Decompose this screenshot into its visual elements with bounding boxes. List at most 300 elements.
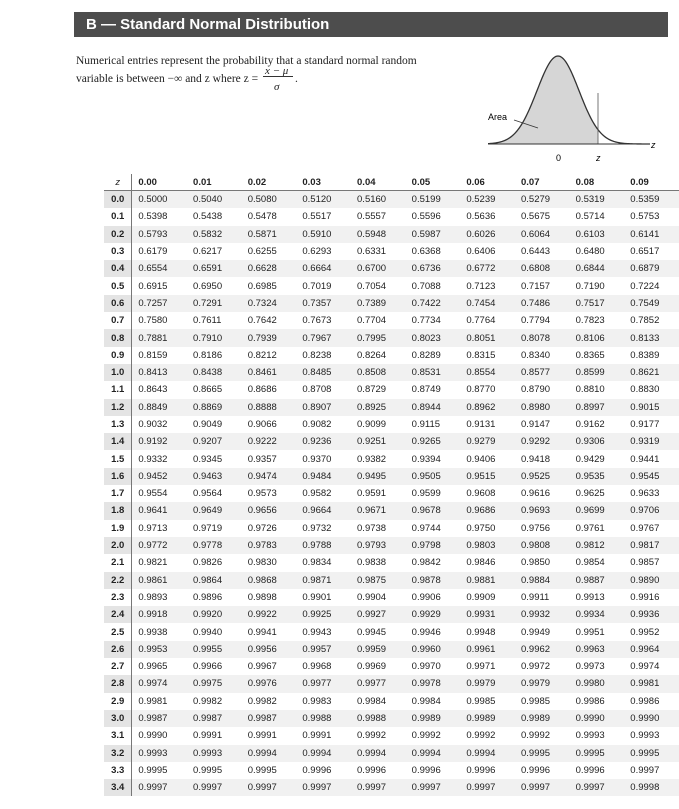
probability-cell: 0.9990 [138,730,168,742]
probability-cell: 0.9744 [411,522,441,534]
probability-cell: 0.8849 [132,399,187,416]
probability-cell: 0.7642 [247,315,277,327]
row-z-value: 1.8 [104,502,132,519]
probability-cell: 0.9983 [302,695,332,707]
probability-cell: 0.6700 [351,260,406,277]
probability-cell: 0.7019 [302,280,332,292]
probability-cell: 0.7580 [138,315,168,327]
probability-cell: 0.9821 [138,557,168,569]
probability-cell: 0.7291 [187,295,242,312]
probability-cell: 0.8830 [630,384,660,396]
z-column-header: z [104,174,132,191]
probability-cell: 0.9996 [466,764,496,776]
probability-cell: 0.9997 [296,779,351,796]
probability-cell: 0.9778 [187,537,242,554]
probability-cell: 0.9973 [575,661,605,673]
probability-cell: 0.9955 [187,641,242,658]
probability-cell: 0.9989 [406,710,461,727]
page-title: B — Standard Normal Distribution [74,12,668,37]
table-row [104,520,679,537]
table-row [104,191,679,209]
probability-cell: 0.8944 [406,399,461,416]
probability-cell: 0.9993 [132,745,187,762]
probability-cell: 0.9394 [411,453,441,465]
probability-cell: 0.7823 [575,315,605,327]
z-tick-label: z [596,153,601,163]
table-row [104,572,679,589]
probability-cell: 0.9996 [357,764,387,776]
probability-cell: 0.9222 [242,433,297,450]
probability-cell: 0.8980 [515,399,570,416]
probability-cell: 0.9995 [247,764,277,776]
probability-cell: 0.9793 [351,537,406,554]
probability-cell: 0.9265 [406,433,461,450]
probability-cell: 0.9515 [460,468,515,485]
probability-cell: 0.9931 [460,606,515,623]
table-row [104,329,679,346]
probability-cell: 0.9251 [351,433,406,450]
probability-cell: 0.7852 [630,315,660,327]
probability-cell: 0.8485 [296,364,351,381]
probability-cell: 0.9582 [302,488,332,500]
probability-cell: 0.6406 [466,246,496,258]
probability-cell: 0.9868 [242,572,297,589]
probability-cell: 0.6554 [132,260,187,277]
probability-cell: 0.9693 [515,502,570,519]
probability-cell: 0.5753 [630,211,660,223]
probability-cell: 0.9699 [570,502,625,519]
probability-cell: 0.9996 [302,764,332,776]
probability-cell: 0.7995 [351,329,406,346]
probability-cell: 0.9992 [520,730,551,742]
probability-cell: 0.9147 [520,419,551,430]
probability-cell: 0.9936 [624,606,679,623]
probability-cell: 0.9920 [187,606,242,623]
probability-cell: 0.8621 [624,364,679,381]
table-row [104,675,679,692]
probability-cell: 0.7764 [466,315,496,327]
probability-cell: 0.8997 [570,399,625,416]
probability-cell: 0.9946 [411,626,441,638]
probability-cell: 0.9951 [575,626,605,638]
probability-cell: 0.9991 [302,730,332,742]
row-z-value: 1.4 [104,433,132,450]
probability-cell: 0.9927 [351,606,406,623]
probability-cell: 0.9854 [575,557,605,569]
probability-cell: 0.9625 [575,488,605,500]
probability-cell: 0.6808 [515,260,570,277]
table-row [104,710,679,727]
probability-cell: 0.5120 [296,191,351,209]
probability-cell: 0.5000 [132,191,187,209]
probability-cell: 0.9922 [242,606,297,623]
table-row [104,347,679,364]
probability-cell: 0.7088 [411,280,441,292]
probability-cell: 0.9911 [520,591,550,603]
probability-cell: 0.9989 [515,710,570,727]
probability-cell: 0.5910 [296,226,351,243]
probability-cell: 0.9966 [193,661,223,673]
probability-cell: 0.9884 [515,572,570,589]
probability-cell: 0.7704 [357,315,387,327]
probability-cell: 0.9803 [460,537,515,554]
probability-cell: 0.6736 [406,260,461,277]
probability-cell: 0.9881 [460,572,515,589]
probability-cell: 0.6217 [193,246,223,258]
table-row [104,745,679,762]
row-z-value: 0.2 [104,226,132,243]
probability-cell: 0.6293 [302,246,332,258]
column-header: 0.09 [630,176,649,188]
probability-cell: 0.9878 [406,572,461,589]
probability-cell: 0.8159 [138,349,168,361]
probability-cell: 0.9970 [411,661,441,673]
probability-cell: 0.9925 [296,606,351,623]
probability-cell: 0.8289 [411,349,441,361]
probability-cell: 0.9992 [411,730,441,742]
shaded-area [488,56,598,144]
probability-cell: 0.9997 [132,779,187,796]
probability-cell: 0.8907 [296,399,351,416]
probability-cell: 0.6664 [296,260,351,277]
probability-cell: 0.7224 [630,280,660,292]
probability-cell: 0.9418 [520,453,551,465]
probability-cell: 0.9996 [411,764,441,776]
probability-cell: 0.8106 [570,329,625,346]
probability-cell: 0.9994 [242,745,297,762]
probability-cell: 0.5279 [515,191,570,209]
probability-cell: 0.6915 [138,280,168,292]
probability-cell: 0.9545 [624,468,679,485]
probability-cell: 0.9649 [187,502,242,519]
probability-cell: 0.9972 [520,661,551,673]
probability-cell: 0.9990 [624,710,679,727]
table-row [104,277,679,294]
probability-cell: 0.9987 [187,710,242,727]
probability-cell: 0.7734 [411,315,441,327]
probability-cell: 0.9982 [247,695,277,707]
normal-curve-svg [488,48,668,174]
probability-cell: 0.9887 [570,572,625,589]
probability-cell: 0.5359 [624,191,679,209]
probability-cell: 0.9991 [247,730,277,742]
probability-cell: 0.7357 [296,295,351,312]
probability-cell: 0.8133 [624,329,679,346]
table-row [104,381,679,398]
probability-cell: 0.8888 [242,399,297,416]
probability-cell: 0.5793 [132,226,187,243]
probability-cell: 0.9525 [515,468,570,485]
probability-cell: 0.9996 [520,764,551,776]
probability-cell: 0.9382 [357,453,387,465]
probability-cell: 0.9082 [302,419,332,430]
probability-cell: 0.9971 [466,661,496,673]
probability-cell: 0.9978 [406,675,461,692]
probability-cell: 0.9952 [630,626,660,638]
probability-cell: 0.9948 [466,626,496,638]
probability-cell: 0.7257 [132,295,187,312]
probability-cell: 0.9292 [515,433,570,450]
row-z-value: 0.8 [104,329,132,346]
probability-cell: 0.8577 [515,364,570,381]
column-header: 0.01 [193,176,212,188]
table-row [104,554,679,571]
probability-cell: 0.9994 [406,745,461,762]
probability-cell: 0.9706 [624,502,679,519]
table-row [104,468,679,485]
probability-cell: 0.7389 [351,295,406,312]
row-z-value: 2.6 [104,641,132,658]
probability-cell: 0.8665 [193,384,223,396]
probability-cell: 0.9871 [296,572,351,589]
probability-cell: 0.6103 [570,226,625,243]
probability-cell: 0.8340 [520,349,551,361]
probability-cell: 0.9812 [570,537,625,554]
row-z-value: 3.4 [104,779,132,796]
probability-cell: 0.9236 [296,433,351,450]
probability-cell: 0.6985 [247,280,277,292]
probability-cell: 0.9913 [575,591,605,603]
probability-cell: 0.9641 [132,502,187,519]
probability-cell: 0.9986 [630,695,660,707]
probability-cell: 0.9969 [357,661,387,673]
table-row [104,295,679,312]
probability-cell: 0.9979 [460,675,515,692]
probability-cell: 0.9990 [570,710,625,727]
probability-cell: 0.9993 [630,730,660,742]
probability-cell: 0.5199 [406,191,461,209]
probability-cell: 0.9997 [351,779,406,796]
probability-cell: 0.9995 [138,764,168,776]
probability-cell: 0.8186 [193,349,223,361]
probability-cell: 0.9756 [520,522,551,534]
row-z-value: 2.1 [104,554,132,571]
table-row [104,623,679,640]
probability-cell: 0.9979 [515,675,570,692]
row-z-value: 2.4 [104,606,132,623]
probability-cell: 0.9977 [351,675,406,692]
probability-cell: 0.6255 [247,246,277,258]
table-row [104,416,679,433]
probability-cell: 0.9066 [247,419,277,430]
probability-cell: 0.9357 [247,453,277,465]
table-row [104,693,679,710]
probability-cell: 0.9846 [466,557,496,569]
row-z-value: 1.9 [104,520,132,537]
probability-cell: 0.9573 [247,488,277,500]
probability-cell: 0.7324 [242,295,297,312]
row-z-value: 2.7 [104,658,132,675]
row-z-value: 0.0 [104,191,132,209]
probability-cell: 0.7157 [520,280,551,292]
row-z-value: 1.3 [104,416,132,433]
probability-cell: 0.9713 [138,522,168,534]
probability-cell: 0.9938 [138,626,168,638]
row-z-value: 0.9 [104,347,132,364]
probability-cell: 0.9981 [624,675,679,692]
probability-cell: 0.9678 [406,502,461,519]
description-line-2 [76,65,476,93]
probability-cell: 0.8810 [575,384,605,396]
probability-cell: 0.9995 [515,745,570,762]
probability-cell: 0.8643 [138,384,168,396]
z-formula [261,65,295,93]
table-row [104,260,679,277]
probability-cell: 0.8729 [357,384,387,396]
table-row [104,641,679,658]
probability-cell: 0.9798 [406,537,461,554]
column-header: 0.07 [520,176,540,188]
probability-cell: 0.6879 [624,260,679,277]
probability-cell: 0.9864 [187,572,242,589]
column-header: 0.05 [411,176,431,188]
probability-cell: 0.9719 [193,522,223,534]
formula-numerator: x − μ [264,65,289,77]
column-header: 0.00 [138,176,157,188]
probability-cell: 0.9977 [296,675,351,692]
probability-cell: 0.8962 [460,399,515,416]
probability-cell: 0.9991 [193,730,223,742]
row-z-value: 3.1 [104,727,132,744]
table-row [104,658,679,675]
probability-cell: 0.9904 [357,591,387,603]
probability-cell: 0.9345 [193,453,223,465]
probability-cell: 0.5040 [187,191,242,209]
probability-cell: 0.6443 [520,246,551,258]
probability-cell: 0.6591 [187,260,242,277]
probability-cell: 0.5438 [193,211,223,223]
probability-cell: 0.9980 [570,675,625,692]
probability-cell: 0.9656 [242,502,297,519]
probability-cell: 0.9732 [302,522,332,534]
probability-cell: 0.9842 [411,557,441,569]
probability-cell: 0.8315 [466,349,496,361]
probability-cell: 0.5596 [411,211,441,223]
probability-cell: 0.9985 [466,695,496,707]
probability-cell: 0.9998 [624,779,679,796]
probability-cell: 0.9989 [460,710,515,727]
probability-cell: 0.7517 [570,295,625,312]
probability-cell: 0.9956 [242,641,297,658]
probability-cell: 0.7794 [520,315,551,327]
row-z-value: 0.4 [104,260,132,277]
probability-cell: 0.9960 [406,641,461,658]
probability-cell: 0.7611 [193,315,222,327]
probability-cell: 0.9306 [570,433,625,450]
probability-cell: 0.7910 [187,329,242,346]
probability-cell: 0.9495 [351,468,406,485]
probability-cell: 0.9906 [411,591,441,603]
probability-cell: 0.8790 [520,384,551,396]
probability-cell: 0.9875 [351,572,406,589]
probability-cell: 0.9932 [515,606,570,623]
probability-cell: 0.9686 [460,502,515,519]
probability-cell: 0.9959 [351,641,406,658]
row-z-value: 1.2 [104,399,132,416]
probability-cell: 0.6480 [575,246,605,258]
description-line-2-text: variable is between −∞ and z where z = [76,73,259,85]
normal-curve-figure [488,48,668,174]
probability-cell: 0.9535 [570,468,625,485]
probability-cell: 0.9505 [406,468,461,485]
formula-denominator: σ [273,81,280,93]
table-row [104,399,679,416]
probability-cell: 0.9992 [357,730,387,742]
row-z-value: 0.1 [104,208,132,225]
probability-cell: 0.8212 [247,349,277,361]
probability-cell: 0.9452 [132,468,187,485]
probability-cell: 0.5080 [242,191,297,209]
probability-cell: 0.9131 [466,419,496,430]
probability-cell: 0.7881 [132,329,187,346]
probability-cell: 0.9957 [296,641,351,658]
probability-cell: 0.9995 [570,745,625,762]
probability-cell: 0.9890 [624,572,679,589]
probability-cell: 0.9963 [570,641,625,658]
axis-z-label: z [651,140,656,150]
probability-cell: 0.9995 [193,764,223,776]
probability-cell: 0.9554 [138,488,168,500]
probability-cell: 0.8264 [357,349,387,361]
column-header: 0.04 [357,176,376,188]
probability-cell: 0.9788 [296,537,351,554]
table-row [104,450,679,467]
probability-cell: 0.9049 [193,419,223,430]
table-body [104,191,679,797]
row-z-value: 1.0 [104,364,132,381]
probability-cell: 0.9994 [351,745,406,762]
probability-cell: 0.9474 [242,468,297,485]
probability-cell: 0.9750 [466,522,496,534]
probability-cell: 0.9941 [247,626,277,638]
probability-cell: 0.6950 [193,280,223,292]
probability-cell: 0.9857 [630,557,660,569]
probability-cell: 0.5832 [187,226,242,243]
probability-cell: 0.9177 [630,419,660,430]
probability-cell: 0.6844 [570,260,625,277]
probability-cell: 0.9015 [624,399,679,416]
probability-cell: 0.9808 [515,537,570,554]
table-row [104,589,679,606]
probability-cell: 0.8770 [466,384,496,396]
row-z-value: 2.0 [104,537,132,554]
probability-cell: 0.9207 [187,433,242,450]
row-z-value: 3.0 [104,710,132,727]
probability-cell: 0.5239 [460,191,515,209]
probability-cell: 0.8461 [242,364,297,381]
probability-cell: 0.8438 [187,364,242,381]
probability-cell: 0.9332 [138,453,168,465]
probability-cell: 0.6628 [242,260,297,277]
probability-cell: 0.5319 [570,191,625,209]
description [76,52,476,93]
probability-cell: 0.9976 [242,675,297,692]
probability-cell: 0.9830 [247,557,277,569]
probability-cell: 0.7939 [242,329,297,346]
probability-cell: 0.9633 [630,488,660,500]
probability-cell: 0.5478 [247,211,277,223]
probability-cell: 0.9861 [132,572,187,589]
area-label: Area [488,112,508,122]
probability-cell: 0.9901 [302,591,332,603]
probability-cell: 0.9616 [520,488,551,500]
table-row [104,208,679,225]
probability-cell: 0.8389 [630,349,660,361]
probability-cell: 0.5160 [351,191,406,209]
probability-cell: 0.9441 [630,453,660,465]
probability-cell: 0.8869 [187,399,242,416]
probability-cell: 0.9726 [247,522,277,534]
